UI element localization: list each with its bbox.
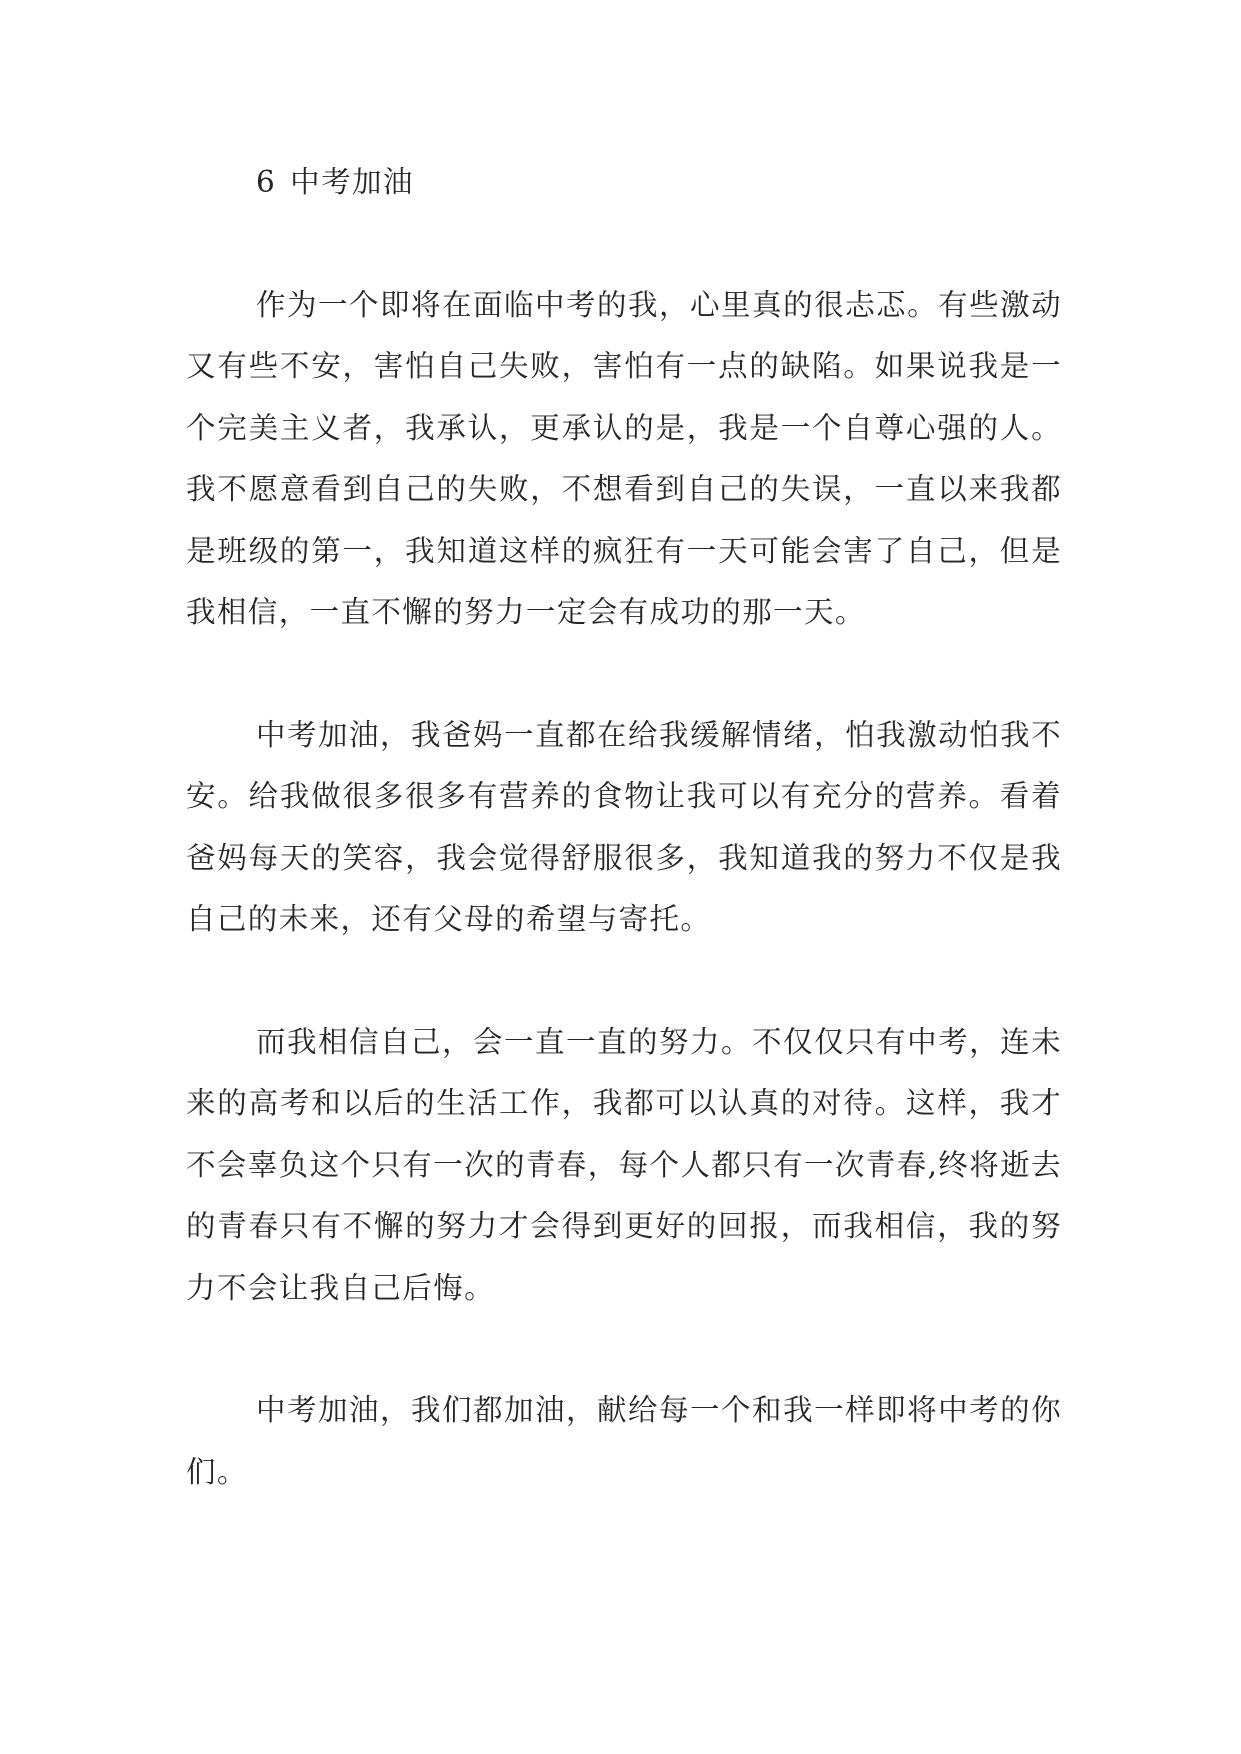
section-heading (186, 152, 1062, 214)
document-body (186, 152, 1062, 1564)
section-title: 中考加油 (290, 165, 414, 199)
paragraph-4: 中考加油，我们都加油，献给每一个和我一样即将中考的你们。 (186, 1393, 1062, 1489)
paragraph-3: 而我相信自己，会一直一直的努力。不仅仅只有中考，连未来的高考和以后的生活工作，我都可以认真的对待。这样，我才不会辜负这个只有一次的青春，每个人都只有一次青春,终将逝去的青春只有不懈的努力才会得到更好的回报，而我相信，我的努力不会让我自己后悔。 (186, 1024, 1062, 1305)
paragraph-1: 作为一个即将在面临中考的我，心里真的很忐忑。有些激动又有些不安，害怕自己失败，害怕有一点的缺陷。如果说我是一个完美主义者，我承认，更承认的是，我是一个自尊心强的人。我不愿意看到自己的失败，不想看到自己的失误，一直以来我都是班级的第一，我知道这样的疯狂有一天可能会害了自己，但是我相信，一直不懈的努力一定会有成功的那一天。 (186, 287, 1062, 629)
paragraph-2: 中考加油，我爸妈一直都在给我缓解情绪，怕我激动怕我不安。给我做很多很多有营养的食物让我可以有充分的营养。看着爸妈每天的笑容，我会觉得舒服很多，我知道我的努力不仅是我自己的未来，还有父母的希望与寄托。 (186, 717, 1062, 936)
section-number: 6 (256, 165, 277, 199)
